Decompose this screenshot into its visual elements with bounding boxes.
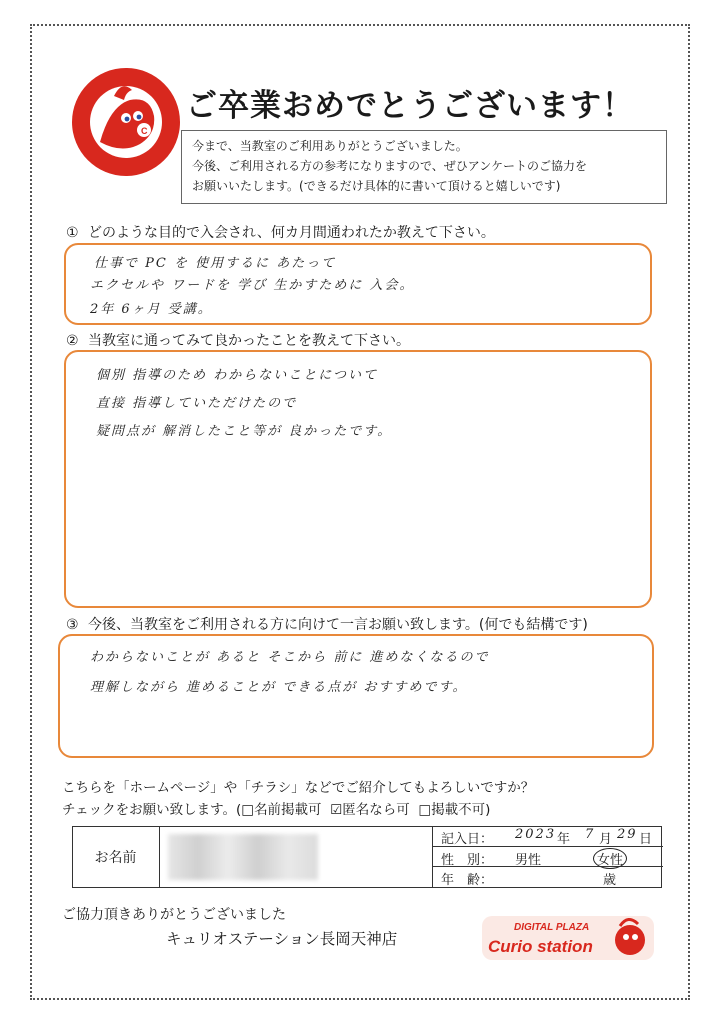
handwritten-answer-line: 2年 6ヶ月 受講。 <box>90 302 213 317</box>
date-row <box>433 826 663 847</box>
share-suffix: ) <box>485 802 491 818</box>
store-name: キュリオステーション長岡天神店 <box>166 930 398 948</box>
answer-box-2 <box>64 350 652 608</box>
question-text: どのような目的で入会され、何カ月間通われたか教えて下さい。 <box>88 225 495 241</box>
age-unit: 歳 <box>603 873 617 889</box>
checkbox-anonymous-ok[interactable]: ☑ <box>330 802 343 818</box>
year-unit: 年 <box>557 832 571 847</box>
school-seal-logo <box>70 66 182 178</box>
date-year-value: 2023 <box>515 827 557 842</box>
handwritten-answer-line: エクセルや ワードを 学び 生かすために 入会。 <box>90 278 415 293</box>
intro-line: お願いいたします。(できるだけ具体的に書いて頂けると嬉しいです) <box>192 179 561 193</box>
handwritten-answer-line: わからないことが あると そこから 前に 進めなくなるので <box>90 650 490 665</box>
option-anonymous-label: 匿名なら可 <box>342 802 410 818</box>
question-2 <box>66 330 410 350</box>
intro-message-box <box>181 130 667 204</box>
gender-female-option-circled[interactable]: 女性 <box>593 848 627 869</box>
question-number: ③ <box>66 617 79 633</box>
handwritten-answer-line: 疑問点が 解消したこと等が 良かったです。 <box>96 424 393 439</box>
gender-male-option[interactable]: 男性 <box>515 852 542 868</box>
age-label: 年 齢： <box>441 873 494 889</box>
date-day-value: 29 <box>617 827 638 842</box>
option-name-ok-label: 名前掲載可 <box>254 802 322 818</box>
share-question: こちらを「ホームページ」や「チラシ」などでご紹介してもよろしいですか？ <box>62 780 535 796</box>
question-1 <box>66 222 495 242</box>
handwritten-answer-line: 理解しながら 進めることが できる点が おすすめです。 <box>90 680 468 695</box>
share-options <box>62 798 490 818</box>
day-unit: 日 <box>639 832 653 847</box>
date-label: 記入日： <box>441 832 494 847</box>
handwritten-answer-line: 個別 指導のため わからないことについて <box>96 368 379 383</box>
share-prefix: チェックをお願い致します。( <box>62 802 242 818</box>
details-table <box>432 826 662 888</box>
gender-row <box>433 847 663 868</box>
question-text: 今後、当教室をご利用される方に向けて一言お願い致します。(何でも結構です) <box>88 617 588 633</box>
question-3 <box>66 614 588 634</box>
svg-text:C: C <box>141 126 148 136</box>
handwritten-answer-line: 仕事で PC を 使用するに あたって <box>94 256 337 271</box>
name-field-redacted <box>168 834 318 880</box>
month-unit: 月 <box>599 832 613 847</box>
checkbox-not-ok[interactable]: □ <box>418 802 432 818</box>
curio-station-logo <box>480 910 656 966</box>
gender-label: 性 別： <box>441 852 494 868</box>
handwritten-answer-line: 直接 指導していただけたので <box>96 396 298 411</box>
intro-line: 今まで、当教室のご利用ありがとうございました。 <box>192 139 468 153</box>
checkbox-name-ok[interactable]: □ <box>241 802 255 818</box>
svg-text:Curio station: Curio station <box>488 937 593 956</box>
page-title: ご卒業おめでとうございます！ <box>186 88 634 124</box>
name-label-text: お名前 <box>94 850 137 866</box>
intro-line: 今後、ご利用される方の参考になりますので、ぜひアンケートのご協力を <box>192 159 588 173</box>
name-label <box>72 826 160 888</box>
question-number: ① <box>66 225 79 241</box>
question-text: 当教室に通ってみて良かったことを教えて下さい。 <box>88 333 410 349</box>
option-not-ok-label: 掲載不可 <box>431 802 486 818</box>
age-row <box>433 867 663 888</box>
date-month-value: 7 <box>585 827 596 842</box>
svg-text:DIGITAL PLAZA: DIGITAL PLAZA <box>514 922 590 933</box>
thanks-message: ご協力頂きありがとうございました <box>62 907 286 923</box>
question-number: ② <box>66 333 79 349</box>
